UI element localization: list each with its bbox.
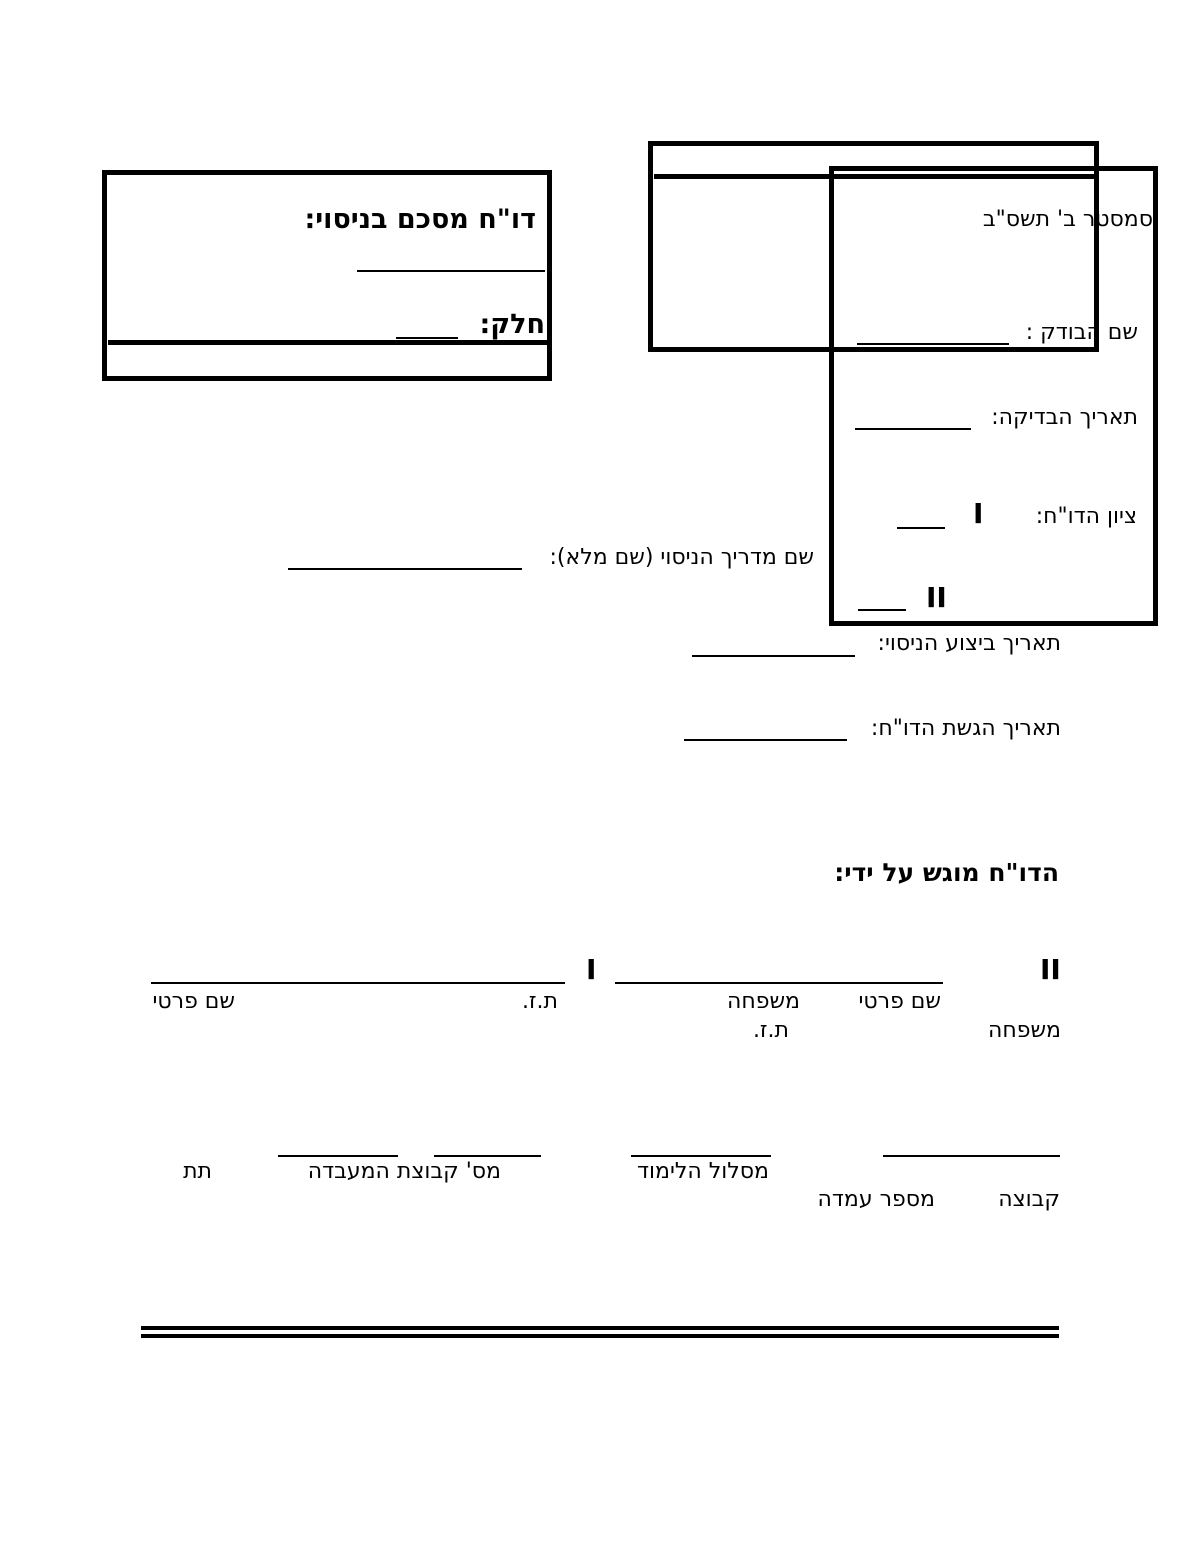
instructor-label: שם מדריך הניסוי (שם מלא):	[549, 545, 814, 570]
title-box	[102, 170, 552, 381]
grader-name-line	[857, 343, 1009, 345]
submit-date-line	[684, 739, 847, 741]
group-label: קבוצה	[998, 1187, 1060, 1212]
title-box-divider	[108, 340, 548, 345]
last-name-mid-label: משפחה	[726, 989, 800, 1014]
part-line	[396, 337, 458, 339]
group-line	[883, 1155, 1060, 1157]
grader-box-inner	[829, 166, 1158, 626]
bottom-rule-bottom	[141, 1334, 1059, 1338]
grade-two-line	[858, 609, 906, 611]
exp-date-line	[692, 655, 855, 657]
part-label: חלק:	[479, 309, 545, 340]
student-roman-two: II	[1040, 953, 1061, 986]
student-roman-one: I	[586, 953, 597, 986]
check-date-label: תאריך הבדיקה:	[991, 405, 1138, 430]
report-title: דו"ח מסכם בניסוי:	[304, 204, 536, 235]
submit-date-label: תאריך הגשת הדו"ח:	[870, 716, 1061, 741]
check-date-line	[855, 428, 971, 430]
student-one-line	[151, 982, 565, 984]
tat-line	[278, 1155, 398, 1157]
track-label: מסלול הלימוד	[637, 1159, 769, 1184]
submitted-by-heading: הדו"ח מוגש על ידי:	[834, 858, 1059, 887]
bottom-rule-top	[141, 1326, 1059, 1330]
lab-group-no-label: מס' קבוצת המעבדה	[307, 1159, 501, 1184]
id-center-label: ת.ז.	[752, 1018, 789, 1043]
first-name-left-label: שם פרטי	[152, 989, 235, 1014]
grade-roman-one: I	[973, 497, 984, 530]
grade-one-line	[897, 527, 945, 529]
station-label: מספר עמדה	[817, 1187, 935, 1212]
lab-group-no-line	[434, 1155, 541, 1157]
grader-name-label: שם הבודק :	[1025, 320, 1138, 345]
id-left-label: ת.ז.	[521, 989, 558, 1014]
report-grade-label: ציון הדו"ח:	[1035, 504, 1137, 529]
tat-label: תת	[183, 1159, 212, 1184]
instructor-line	[288, 568, 522, 570]
student-two-line	[615, 982, 943, 984]
semester-label: סמסטר ב' תשס"ב	[982, 207, 1153, 232]
first-name-right-label: שם פרטי	[858, 989, 941, 1014]
exp-date-label: תאריך ביצוע הניסוי:	[877, 631, 1061, 656]
last-name-right-label: משפחה	[987, 1018, 1061, 1043]
grade-roman-two: II	[926, 581, 947, 614]
experiment-name-line	[357, 270, 545, 272]
track-line	[631, 1155, 771, 1157]
